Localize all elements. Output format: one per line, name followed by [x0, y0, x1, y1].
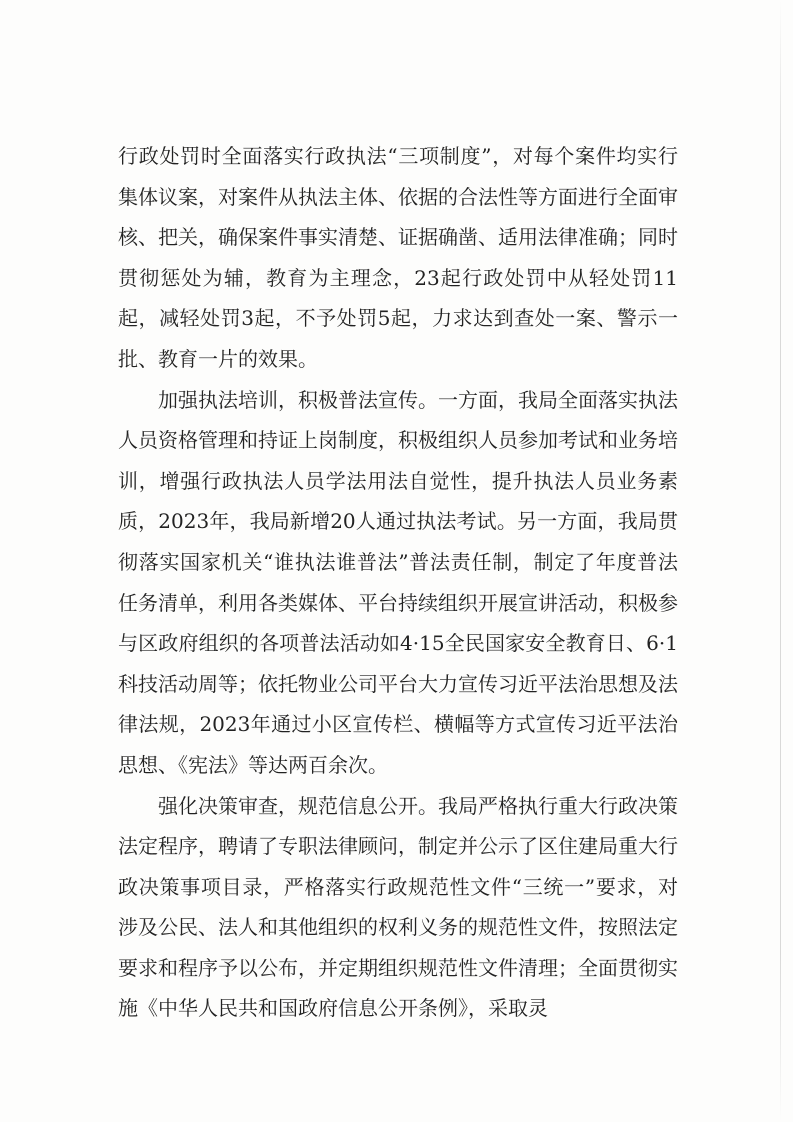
paragraph-1	[118, 136, 678, 380]
paragraph-3-heading: 强化决策审查，规范信息公开。	[158, 793, 438, 818]
paragraph-2-heading: 加强执法培训，积极普法宣传。	[158, 387, 438, 412]
paragraph-2-text: 一方面，我局全面落实执法人员资格管理和持证上岗制度，积极组织人员参加考试和业务培训，增强行政执法人员学法用法自觉性，提升执法人员业务素质，2023年，我局新增20人通过执法考试。另一方面，我局贯彻落实国家机关“谁执法谁普法”普法责任制，制定了年度普法任务清单，利用各类媒体、平台持续组织开展宣讲活动，积极参与区政府组织的各项普法活动如4·15全民国家安全教育日、6·1科技活动周等；依托物业公司平台大力宣传习近平法治思想及法律法规，2023年通过小区宣传栏、横幅等方式宣传习近平法治思想、《宪法》等达两百余次。	[118, 387, 678, 777]
paragraph-3	[118, 786, 678, 1030]
paragraph-1-text: 行政处罚时全面落实行政执法“三项制度”，对每个案件均实行集体议案，对案件从执法主体、依据的合法性等方面进行全面审核、把关，确保案件事实清楚、证据确凿、适用法律准确；同时贯彻惩处为辅，教育为主理念，23起行政处罚中从轻处罚11起，减轻处罚3起，不予处罚5起，力求达到查处一案、警示一批、教育一片的效果。	[118, 144, 678, 371]
paragraph-2	[118, 380, 678, 786]
paragraph-3-text: 我局严格执行重大行政决策法定程序，聘请了专职法律顾问，制定并公示了区住建局重大行政决策事项目录，严格落实行政规范性文件“三统一”要求，对涉及公民、法人和其他组织的权利义务的规范性文件，按照法定要求和程序予以公布，并定期组织规范性文件清理；全面贯彻实施《中华人民共和国政府信息公开条例》，采取灵	[118, 793, 678, 1021]
document-body	[118, 136, 678, 1029]
scan-edge-line	[780, 0, 781, 1122]
